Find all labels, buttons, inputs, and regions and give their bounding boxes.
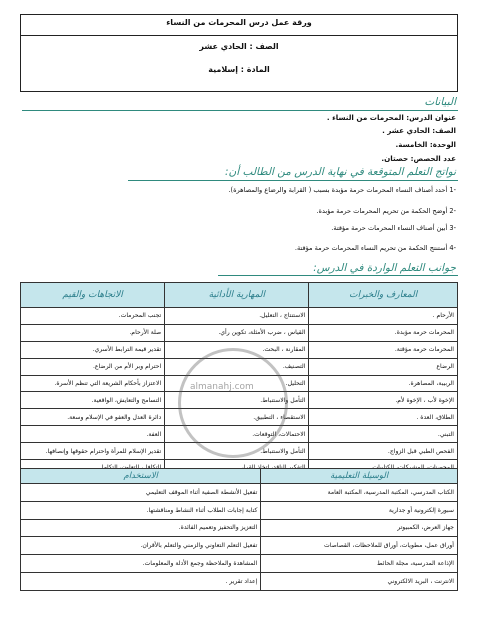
table-cell: الإذاعة المدرسية، مجلة الحائط xyxy=(261,555,458,573)
table-cell: الاعتزاز بأحكام الشريعة التي تنظم الأسرة. xyxy=(21,375,165,392)
table-cell: إعداد تقرير . xyxy=(21,572,261,590)
table-cell: سبورة إلكترونية أو جدارية xyxy=(261,501,458,519)
table-cell: تقدير قيمة الترابط الأسري. xyxy=(21,341,165,358)
table-cell: المقارنة ، البحث. xyxy=(165,341,309,358)
header-grade: الصف : الحادي عشر xyxy=(199,42,279,51)
table-cell: العفة. xyxy=(21,426,165,443)
outcome-item: -3 أبين أصناف النساء المحرمات حرمة مؤقتة. xyxy=(331,224,456,232)
table-cell: احترام وبر الأم من الرضاع. xyxy=(21,358,165,375)
header-divider xyxy=(21,35,457,36)
table-cell: الاحتمالات، التوقعات. xyxy=(165,426,309,443)
table-cell: جهاز العرض، الكمبيوتر xyxy=(261,519,458,537)
table-cell: المحرمات حرمة مؤقتة. xyxy=(309,341,458,358)
outcome-item: -1 أحدد أصناف النساء المحرمات حرمة مؤبدة بسبب ( القرابة والرضاع والمصاهرة). xyxy=(228,186,456,194)
table-cell: دائرة العدل والعفو في الإسلام وسعة. xyxy=(21,409,165,426)
table-cell: الإخوة لأب ، الإخوة لأم. xyxy=(309,392,458,409)
lesson-periods: عدد الحصص: حصتان. xyxy=(381,154,456,163)
table-header-row xyxy=(21,283,458,308)
table-cell: الأرحام . xyxy=(309,308,458,325)
table-cell: الكتاب المدرسي، المكتبة المدرسية، المكتبة العامة xyxy=(261,484,458,502)
table-cell: صلة الأرحام. xyxy=(21,324,165,341)
table-cell: الربيبة، المصاهرة. xyxy=(309,375,458,392)
table-row xyxy=(21,324,458,341)
table-row xyxy=(21,519,458,537)
table-cell: التبني. xyxy=(309,426,458,443)
table-cell: التسامح والتعايش، الواقعية. xyxy=(21,392,165,409)
table-cell: التحليل. xyxy=(165,375,309,392)
table-cell: الرضاع xyxy=(309,358,458,375)
table-cell: الفحص الطبي قبل الزواج. xyxy=(309,443,458,460)
table-cell: الاستقصاء ، التطبيق. xyxy=(165,409,309,426)
section-rule xyxy=(128,180,458,181)
table-cell: تجنب المحرمات. xyxy=(21,308,165,325)
col-header-usage: الاستخدام xyxy=(21,469,261,484)
table-cell: القياس ، ضرب الأمثلة، تكوين رأي. xyxy=(165,324,309,341)
table-cell: التأمل والاستنباط. xyxy=(165,392,309,409)
table-cell: التأمل والاستنباط. xyxy=(165,443,309,460)
table-cell: المشاهدة والملاحظة وجمع الأدلة والمعلومات. xyxy=(21,555,261,573)
table-cell: الاستنتاج ، التعليل. xyxy=(165,308,309,325)
resources-table xyxy=(20,468,458,591)
lesson-title: عنوان الدرس: المحرمات من النساء . xyxy=(326,113,456,122)
outcome-item: -4 أستنتج الحكمة من تحريم النساء المحرمات حرمة مؤقتة. xyxy=(294,244,456,252)
section-rule xyxy=(218,275,458,276)
header-box xyxy=(20,14,458,92)
outcomes-heading: نواتج التعلم المتوقعة في نهاية الدرس من الطالب أن: xyxy=(225,166,456,178)
lesson-unit: الوحدة: الخامسة. xyxy=(395,140,456,149)
table-row xyxy=(21,501,458,519)
table-row xyxy=(21,572,458,590)
aspects-heading: جوانب التعلم الواردة في الدرس: xyxy=(313,262,456,274)
col-header-values: الاتجاهات والقيم xyxy=(21,283,165,308)
table-cell: تقدير الإسلام للمرأة واحترام حقوقها وإنصافها. xyxy=(21,443,165,460)
table-cell: التصنيف. xyxy=(165,358,309,375)
section-rule xyxy=(22,110,458,111)
header-subject: المادة : إسلامية xyxy=(208,65,270,74)
table-row xyxy=(21,308,458,325)
table-cell: المحرمات حرمة مؤبدة. xyxy=(309,324,458,341)
col-header-resource: الوسيلة التعليمية xyxy=(261,469,458,484)
table-cell: التعزيز والتحفيز وتعميم الفائدة. xyxy=(21,519,261,537)
table-header-row xyxy=(21,469,458,484)
outcome-item: -2 أوضح الحكمة من تحريم المحرمات حرمة مؤبدة. xyxy=(316,207,456,215)
table-cell: تفعيل الأنشطة الصفية أثناء الموقف التعليمي xyxy=(21,484,261,502)
col-header-knowledge: المعارف والخبرات xyxy=(309,283,458,308)
worksheet-title: ورقة عمل درس المحرمات من النساء xyxy=(166,18,312,27)
table-cell: الانترنت ، البريد الالكتروني xyxy=(261,572,458,590)
watermark-text: almanahj.com xyxy=(190,382,254,392)
table-row xyxy=(21,537,458,555)
table-row xyxy=(21,484,458,502)
data-section-heading: البيانات xyxy=(424,96,456,108)
table-cell: أوراق عمل، مطويات، أوراق للملاحظات، القصاصات xyxy=(261,537,458,555)
watermark-seal xyxy=(178,348,288,458)
table-row xyxy=(21,555,458,573)
table-cell: الطلاق، العدة . xyxy=(309,409,458,426)
table-cell: كتابة إجابات الطلاب أثناء النشاط ومناقشتها. xyxy=(21,501,261,519)
table-cell: تفعيل التعلم التعاوني والزمني والتعلم بالأقران. xyxy=(21,537,261,555)
lesson-grade: الصف: الحادي عشر . xyxy=(382,126,456,135)
col-header-skills: المهارية الأدائية xyxy=(165,283,309,308)
